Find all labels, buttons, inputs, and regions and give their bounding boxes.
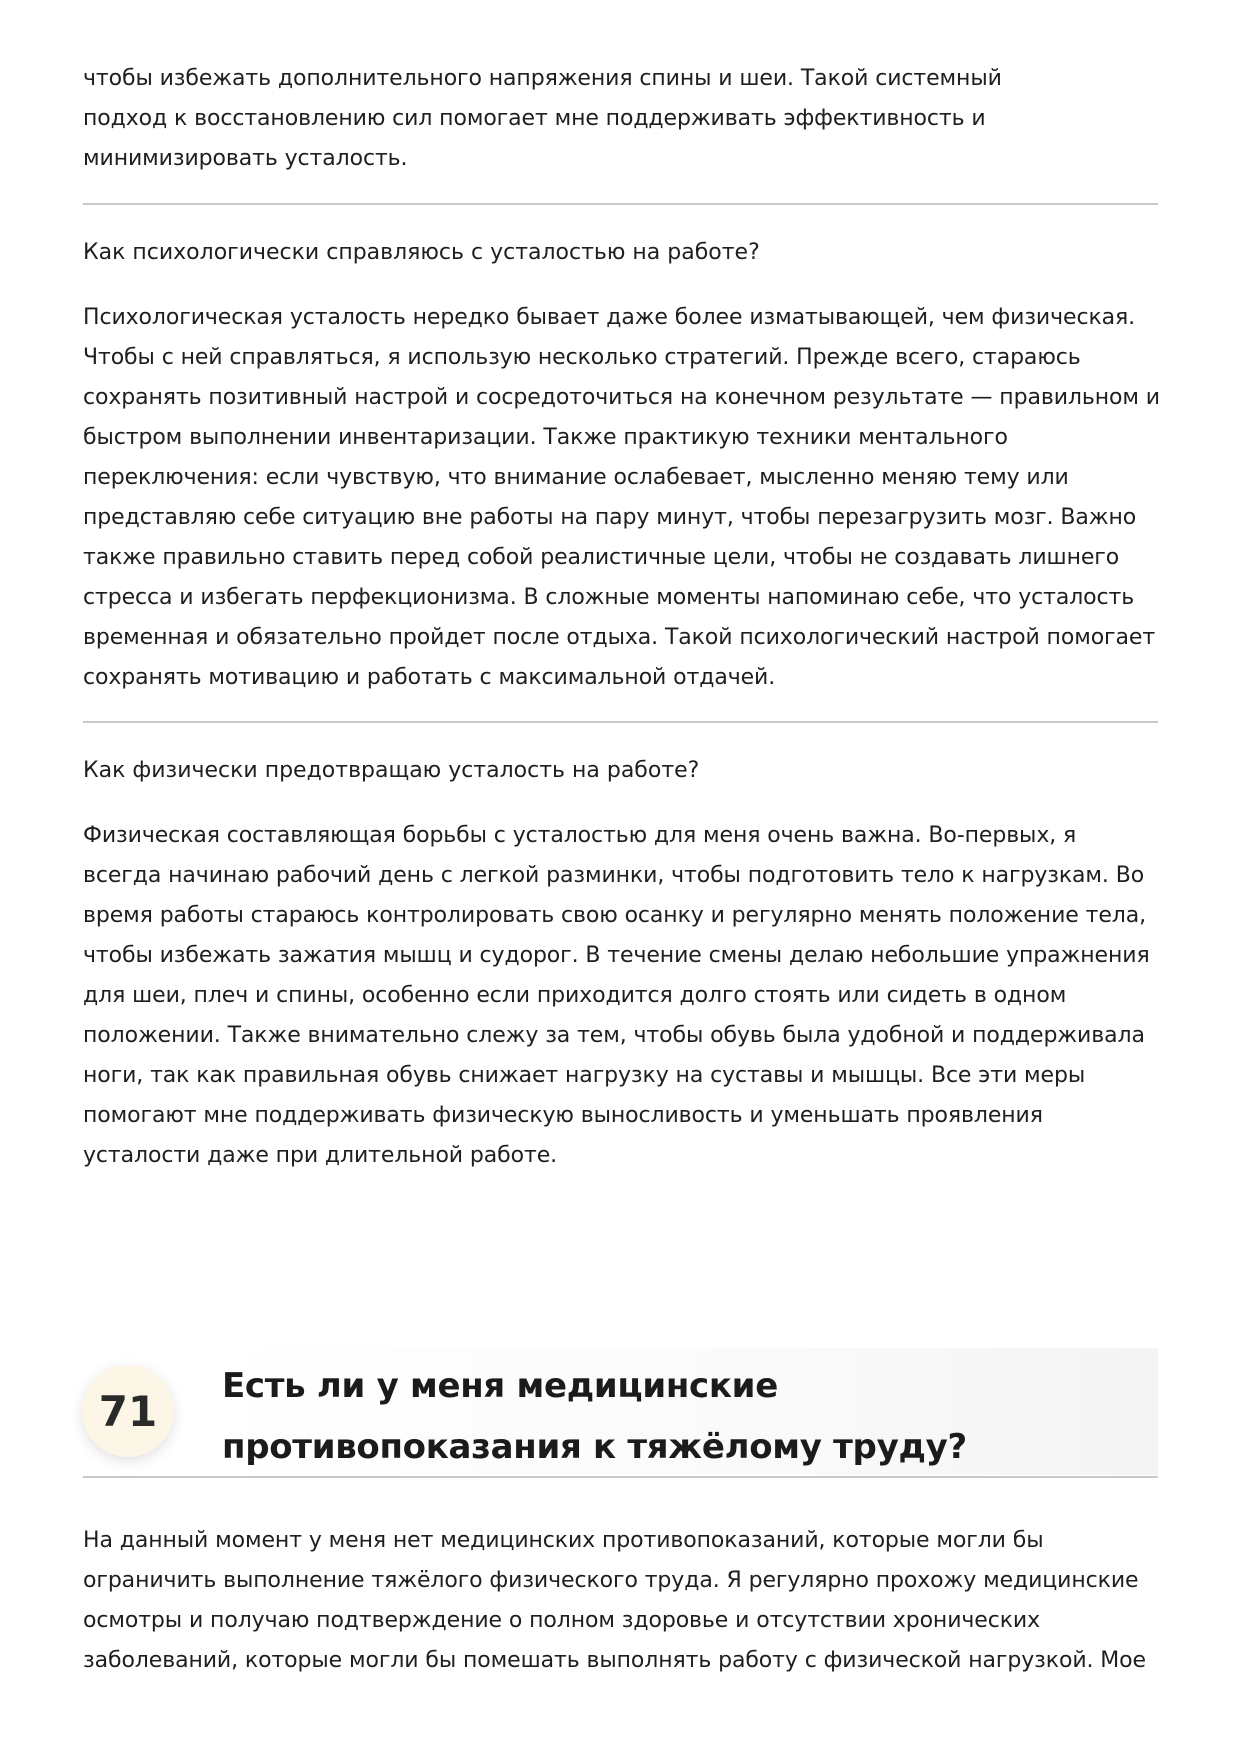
question-answer: На данный момент у меня нет медицинских противопоказаний, которые могли бы ограничить выполнение тяжёлого физического труда. Я регулярно прохожу медицинские осмотры и получаю подтверждение о полном здоровье и отсутствии хронических заболеваний, которые могли бы помешать выполнять работу с физической нагрузкой. Мое bbox=[83, 1528, 1146, 1673]
question-title: Есть ли у меня медицинские противопоказания к тяжёлому труду? bbox=[222, 1366, 967, 1467]
section-divider bbox=[83, 721, 1158, 723]
intro-paragraph: чтобы избежать дополнительного напряжения спины и шеи. Такой системный подход к восстановлению сил помогает мне поддерживать эффективность и минимизировать усталость. bbox=[83, 66, 1002, 171]
question-number-badge: 71 bbox=[82, 1365, 174, 1457]
heading-underline bbox=[83, 1476, 1158, 1478]
section-divider bbox=[83, 203, 1158, 205]
section-question-psychological: Как психологически справляюсь с усталостью на работе? bbox=[83, 240, 760, 265]
section-question-physical: Как физически предотвращаю усталость на работе? bbox=[83, 758, 700, 783]
question-heading bbox=[80, 1348, 1158, 1478]
section-answer-psychological: Психологическая усталость нередко бывает даже более изматывающей, чем физическая. Чтобы с ней справляться, я использую несколько стратегий. Прежде всего, стараюсь сохранять позитивный настрой и сосредоточиться на конечном результате — правильном и быстром выполнении инвентаризации. Также практикую техники ментального переключения: если чувствую, что внимание ослабевает, мысленно меняю тему или представляю себе ситуацию вне работы на пару минут, чтобы перезагрузить мозг. Важно также правильно ставить перед собой реалистичные цели, чтобы не создавать лишнего стресса и избегать перфекционизма. В сложные моменты напоминаю себе, что усталость временная и обязательно пройдет после отдыха. Такой психологический настрой помогает сохранять мотивацию и работать с максимальной отдачей. bbox=[83, 305, 1160, 690]
section-answer-physical: Физическая составляющая борьбы с усталостью для меня очень важна. Во-первых, я всегда начинаю рабочий день с легкой разминки, чтобы подготовить тело к нагрузкам. Во время работы стараюсь контролировать свою осанку и регулярно менять положение тела, чтобы избежать зажатия мышц и судорог. В течение смены делаю небольшие упражнения для шеи, плеч и спины, особенно если приходится долго стоять или сидеть в одном положении. Также внимательно слежу за тем, чтобы обувь была удобной и поддерживала ноги, так как правильная обувь снижает нагрузку на суставы и мышцы. Все эти меры помогают мне поддерживать физическую выносливость и уменьшать проявления усталости даже при длительной работе. bbox=[83, 823, 1150, 1168]
